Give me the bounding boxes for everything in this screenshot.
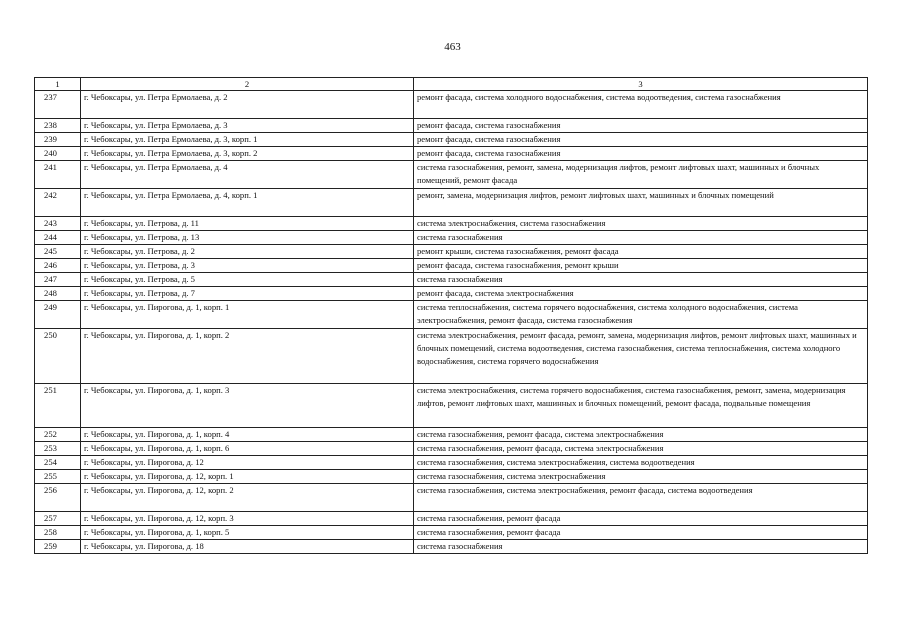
row-works: система газоснабжения, ремонт фасада, система электроснабжения bbox=[414, 442, 868, 456]
row-number: 251 bbox=[35, 384, 81, 428]
table-row bbox=[35, 540, 868, 554]
row-address: г. Чебоксары, ул. Петрова, д. 7 bbox=[81, 287, 414, 301]
table-row bbox=[35, 91, 868, 119]
row-works: ремонт крыши, система газоснабжения, ремонт фасада bbox=[414, 245, 868, 259]
row-number: 258 bbox=[35, 526, 81, 540]
table-row bbox=[35, 259, 868, 273]
header-row bbox=[35, 78, 868, 91]
row-address: г. Чебоксары, ул. Петрова, д. 13 bbox=[81, 231, 414, 245]
row-number: 259 bbox=[35, 540, 81, 554]
row-number: 246 bbox=[35, 259, 81, 273]
row-works: ремонт фасада, система газоснабжения, ремонт крыши bbox=[414, 259, 868, 273]
row-number: 257 bbox=[35, 512, 81, 526]
row-address: г. Чебоксары, ул. Петра Ермолаева, д. 4, корп. 1 bbox=[81, 189, 414, 217]
row-number: 248 bbox=[35, 287, 81, 301]
row-works: система газоснабжения bbox=[414, 273, 868, 287]
row-address: г. Чебоксары, ул. Пирогова, д. 18 bbox=[81, 540, 414, 554]
row-address: г. Чебоксары, ул. Пирогова, д. 12 bbox=[81, 456, 414, 470]
row-works: ремонт фасада, система холодного водоснабжения, система водоотведения, система газоснабжения bbox=[414, 91, 868, 119]
row-works: ремонт фасада, система газоснабжения bbox=[414, 147, 868, 161]
row-address: г. Чебоксары, ул. Петра Ермолаева, д. 3, корп. 1 bbox=[81, 133, 414, 147]
table-row bbox=[35, 442, 868, 456]
table-row bbox=[35, 526, 868, 540]
row-works: система газоснабжения bbox=[414, 540, 868, 554]
row-address: г. Чебоксары, ул. Петрова, д. 11 bbox=[81, 217, 414, 231]
table-row bbox=[35, 512, 868, 526]
row-number: 239 bbox=[35, 133, 81, 147]
row-address: г. Чебоксары, ул. Пирогова, д. 12, корп. 1 bbox=[81, 470, 414, 484]
row-number: 241 bbox=[35, 161, 81, 189]
register-table bbox=[34, 77, 868, 554]
row-works: система газоснабжения, ремонт, замена, модернизация лифтов, ремонт лифтовых шахт, машинных и блочных помещений, ремонт фасада bbox=[414, 161, 868, 189]
row-number: 254 bbox=[35, 456, 81, 470]
row-works: ремонт фасада, система электроснабжения bbox=[414, 287, 868, 301]
row-number: 245 bbox=[35, 245, 81, 259]
row-number: 242 bbox=[35, 189, 81, 217]
row-works: система электроснабжения, система горячего водоснабжения, система газоснабжения, ремонт, замена, модернизация лифтов, ремонт лифтовых шахт, машинных и блочных помещений, ремонт фасада, подвальные помещения bbox=[414, 384, 868, 428]
table-row bbox=[35, 189, 868, 217]
row-number: 249 bbox=[35, 301, 81, 329]
table-row bbox=[35, 161, 868, 189]
table-body bbox=[35, 91, 868, 554]
header-col-number: 1 bbox=[35, 78, 81, 91]
table-row bbox=[35, 456, 868, 470]
row-address: г. Чебоксары, ул. Пирогова, д. 1, корп. 2 bbox=[81, 329, 414, 384]
row-works: система теплоснабжения, система горячего водоснабжения, система холодного водоснабжения, система электроснабжения, ремонт фасада, система газоснабжения bbox=[414, 301, 868, 329]
row-works: система электроснабжения, ремонт фасада, ремонт, замена, модернизация лифтов, ремонт лифтовых шахт, машинных и блочных помещений, система водоотведения, система газоснабжения, система теплоснабжения, система холодного водоснабжения, система горячего водоснабжения bbox=[414, 329, 868, 384]
row-number: 238 bbox=[35, 119, 81, 133]
row-number: 255 bbox=[35, 470, 81, 484]
header-col-address: 2 bbox=[81, 78, 414, 91]
row-address: г. Чебоксары, ул. Пирогова, д. 1, корп. 1 bbox=[81, 301, 414, 329]
row-works: система газоснабжения bbox=[414, 231, 868, 245]
table-row bbox=[35, 484, 868, 512]
table-row bbox=[35, 470, 868, 484]
row-address: г. Чебоксары, ул. Пирогова, д. 12, корп. 3 bbox=[81, 512, 414, 526]
row-address: г. Чебоксары, ул. Пирогова, д. 1, корп. 4 bbox=[81, 428, 414, 442]
row-works: ремонт фасада, система газоснабжения bbox=[414, 133, 868, 147]
row-address: г. Чебоксары, ул. Петрова, д. 3 bbox=[81, 259, 414, 273]
row-address: г. Чебоксары, ул. Петрова, д. 5 bbox=[81, 273, 414, 287]
row-address: г. Чебоксары, ул. Петра Ермолаева, д. 3 bbox=[81, 119, 414, 133]
row-number: 250 bbox=[35, 329, 81, 384]
table-row bbox=[35, 231, 868, 245]
table-row bbox=[35, 301, 868, 329]
table-row bbox=[35, 217, 868, 231]
row-number: 253 bbox=[35, 442, 81, 456]
row-address: г. Чебоксары, ул. Пирогова, д. 1, корп. 5 bbox=[81, 526, 414, 540]
row-address: г. Чебоксары, ул. Пирогова, д. 12, корп. 2 bbox=[81, 484, 414, 512]
row-address: г. Чебоксары, ул. Петрова, д. 2 bbox=[81, 245, 414, 259]
row-works: система газоснабжения, ремонт фасада bbox=[414, 512, 868, 526]
row-address: г. Чебоксары, ул. Пирогова, д. 1, корп. 3 bbox=[81, 384, 414, 428]
row-number: 256 bbox=[35, 484, 81, 512]
row-address: г. Чебоксары, ул. Петра Ермолаева, д. 4 bbox=[81, 161, 414, 189]
row-number: 247 bbox=[35, 273, 81, 287]
row-works: система газоснабжения, система электроснабжения bbox=[414, 470, 868, 484]
row-works: ремонт фасада, система газоснабжения bbox=[414, 119, 868, 133]
row-works: система газоснабжения, система электроснабжения, ремонт фасада, система водоотведения bbox=[414, 484, 868, 512]
table-row bbox=[35, 245, 868, 259]
table-row bbox=[35, 119, 868, 133]
row-number: 252 bbox=[35, 428, 81, 442]
table-row bbox=[35, 428, 868, 442]
row-number: 243 bbox=[35, 217, 81, 231]
row-works: система газоснабжения, система электроснабжения, система водоотведения bbox=[414, 456, 868, 470]
header-col-works: 3 bbox=[414, 78, 868, 91]
table-row bbox=[35, 384, 868, 428]
table-row bbox=[35, 273, 868, 287]
row-number: 237 bbox=[35, 91, 81, 119]
table-header bbox=[35, 78, 868, 91]
row-works: система электроснабжения, система газоснабжения bbox=[414, 217, 868, 231]
row-works: ремонт, замена, модернизация лифтов, ремонт лифтовых шахт, машинных и блочных помещений bbox=[414, 189, 868, 217]
row-number: 240 bbox=[35, 147, 81, 161]
table-row bbox=[35, 133, 868, 147]
table-row bbox=[35, 287, 868, 301]
row-number: 244 bbox=[35, 231, 81, 245]
row-address: г. Чебоксары, ул. Пирогова, д. 1, корп. 6 bbox=[81, 442, 414, 456]
table-row bbox=[35, 329, 868, 384]
row-works: система газоснабжения, ремонт фасада bbox=[414, 526, 868, 540]
row-works: система газоснабжения, ремонт фасада, система электроснабжения bbox=[414, 428, 868, 442]
row-address: г. Чебоксары, ул. Петра Ермолаева, д. 2 bbox=[81, 91, 414, 119]
table-row bbox=[35, 147, 868, 161]
page-number: 463 bbox=[444, 41, 461, 53]
row-address: г. Чебоксары, ул. Петра Ермолаева, д. 3, корп. 2 bbox=[81, 147, 414, 161]
